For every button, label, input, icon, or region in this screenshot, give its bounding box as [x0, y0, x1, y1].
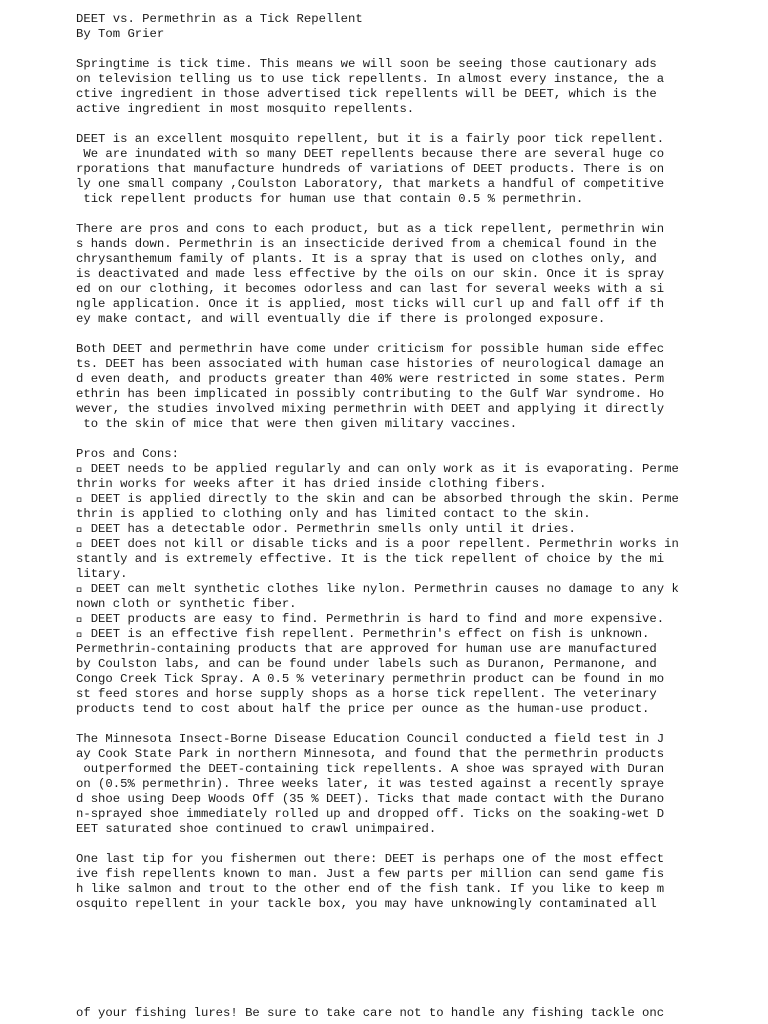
text-line: to the skin of mice that were then given military vaccines. [76, 417, 518, 431]
spacer [76, 42, 756, 57]
text-line: ly one small company ,Coulston Laboratory, that markets a handful of competitive [76, 177, 665, 191]
page-continuation-line: of your fishing lures! Be sure to take care not to handle any fishing tackle onc [76, 1006, 665, 1020]
text-line: st feed stores and horse supply shops as a horse tick repellent. The veterinary [76, 687, 657, 701]
text-line: DEET can melt synthetic clothes like nylon. Permethrin causes no damage to any k [76, 582, 679, 596]
text-line: ed on our clothing, it becomes odorless and can last for several weeks with a si [76, 282, 665, 296]
document-body [76, 12, 756, 912]
paragraph-pros-cons-intro [76, 222, 756, 327]
text-line: We are inundated with so many DEET repellents because there are several huge co [76, 147, 665, 161]
spacer [76, 327, 756, 342]
text-line: tick repellent products for human use that contain 0.5 % permethrin. [76, 192, 584, 206]
text-line: d shoe using Deep Woods Off (35 % DEET). Ticks that made contact with the Durano [76, 792, 665, 806]
text-line: Congo Creek Tick Spray. A 0.5 % veterinary permethrin product can be found in mo [76, 672, 665, 686]
text-line: on (0.5% permethrin). Three weeks later, it was tested against a recently spraye [76, 777, 665, 791]
spacer [76, 432, 756, 447]
spacer [76, 117, 756, 132]
text-line: Pros and Cons: [76, 447, 179, 461]
text-line: by Coulston labs, and can be found under labels such as Duranon, Permanone, and [76, 657, 657, 671]
text-line: EET saturated shoe continued to crawl unimpaired. [76, 822, 437, 836]
text-line: DEET does not kill or disable ticks and is a poor repellent. Permethrin works in [76, 537, 679, 551]
text-line: h like salmon and trout to the other end of the fish tank. If you like to keep m [76, 882, 665, 896]
paragraph-container [76, 57, 756, 912]
text-line: DEET has a detectable odor. Permethrin smells only until it dries. [76, 522, 576, 536]
text-line: ethrin has been implicated in possibly contributing to the Gulf War syndrome. Ho [76, 387, 665, 401]
text-line: ey make contact, and will eventually die if there is prolonged exposure. [76, 312, 606, 326]
text-line: s hands down. Permethrin is an insecticide derived from a chemical found in the [76, 237, 657, 251]
text-line: There are pros and cons to each product, but as a tick repellent, permethrin win [76, 222, 665, 236]
text-line: DEET products are easy to find. Permethrin is hard to find and more expensive. [76, 612, 665, 626]
paragraph-intro [76, 57, 756, 117]
paragraph-field-test [76, 732, 756, 837]
text-line: osquito repellent in your tackle box, you may have unknowingly contaminated all [76, 897, 657, 911]
text-line: stantly and is extremely effective. It is the tick repellent of choice by the mi [76, 552, 665, 566]
text-line: rporations that manufacture hundreds of variations of DEET products. There is on [76, 162, 665, 176]
text-line: chrysanthemum family of plants. It is a spray that is used on clothes only, and [76, 252, 657, 266]
spacer [76, 837, 756, 852]
text-line: on television telling us to use tick repellents. In almost every instance, the a [76, 72, 665, 86]
text-line: ngle application. Once it is applied, most ticks will curl up and fall off if th [76, 297, 665, 311]
text-line: DEET needs to be applied regularly and can only work as it is evaporating. Perme [76, 462, 679, 476]
text-line: litary. [76, 567, 128, 581]
paragraph-fishermen-tip [76, 852, 756, 912]
text-line: Permethrin-containing products that are approved for human use are manufactured [76, 642, 657, 656]
document-title: DEET vs. Permethrin as a Tick Repellent [76, 12, 363, 26]
text-line: DEET is applied directly to the skin and can be absorbed through the skin. Perme [76, 492, 679, 506]
text-line: DEET is an excellent mosquito repellent, but it is a fairly poor tick repellent. [76, 132, 665, 146]
text-line: DEET is an effective fish repellent. Permethrin's effect on fish is unknown. [76, 627, 650, 641]
text-line: Both DEET and permethrin have come under criticism for possible human side effec [76, 342, 665, 356]
text-line: thrin is applied to clothing only and has limited contact to the skin. [76, 507, 591, 521]
text-line: ay Cook State Park in northern Minnesota, and found that the permethrin products [76, 747, 665, 761]
text-line: products tend to cost about half the price per ounce as the human-use product. [76, 702, 650, 716]
text-line: wever, the studies involved mixing permethrin with DEET and applying it directly [76, 402, 665, 416]
text-line: ts. DEET has been associated with human case histories of neurological damage an [76, 357, 665, 371]
text-line: n-sprayed shoe immediately rolled up and dropped off. Ticks on the soaking-wet D [76, 807, 665, 821]
text-line: is deactivated and made less effective by the oils on our skin. Once it is spray [76, 267, 665, 281]
text-line: outperformed the DEET-containing tick repellents. A shoe was sprayed with Duran [76, 762, 665, 776]
text-line: d even death, and products greater than 40% were restricted in some states. Perm [76, 372, 665, 386]
text-line: active ingredient in most mosquito repellents. [76, 102, 415, 116]
spacer [76, 717, 756, 732]
text-line: nown cloth or synthetic fiber. [76, 597, 297, 611]
paragraph-pros-and-cons-list [76, 447, 756, 717]
text-line: thrin works for weeks after it has dried inside clothing fibers. [76, 477, 547, 491]
text-line: ive fish repellents known to man. Just a few parts per million can send game fis [76, 867, 665, 881]
text-line: Springtime is tick time. This means we will soon be seeing those cautionary ads [76, 57, 657, 71]
text-line: One last tip for you fishermen out there: DEET is perhaps one of the most effect [76, 852, 665, 866]
text-line: ctive ingredient in those advertised tick repellents will be DEET, which is the [76, 87, 657, 101]
text-line: The Minnesota Insect-Borne Disease Education Council conducted a field test in J [76, 732, 665, 746]
paragraph-side-effects [76, 342, 756, 432]
document-byline: By Tom Grier [76, 27, 165, 41]
spacer [76, 207, 756, 222]
paragraph-deet-poor-repellent [76, 132, 756, 207]
